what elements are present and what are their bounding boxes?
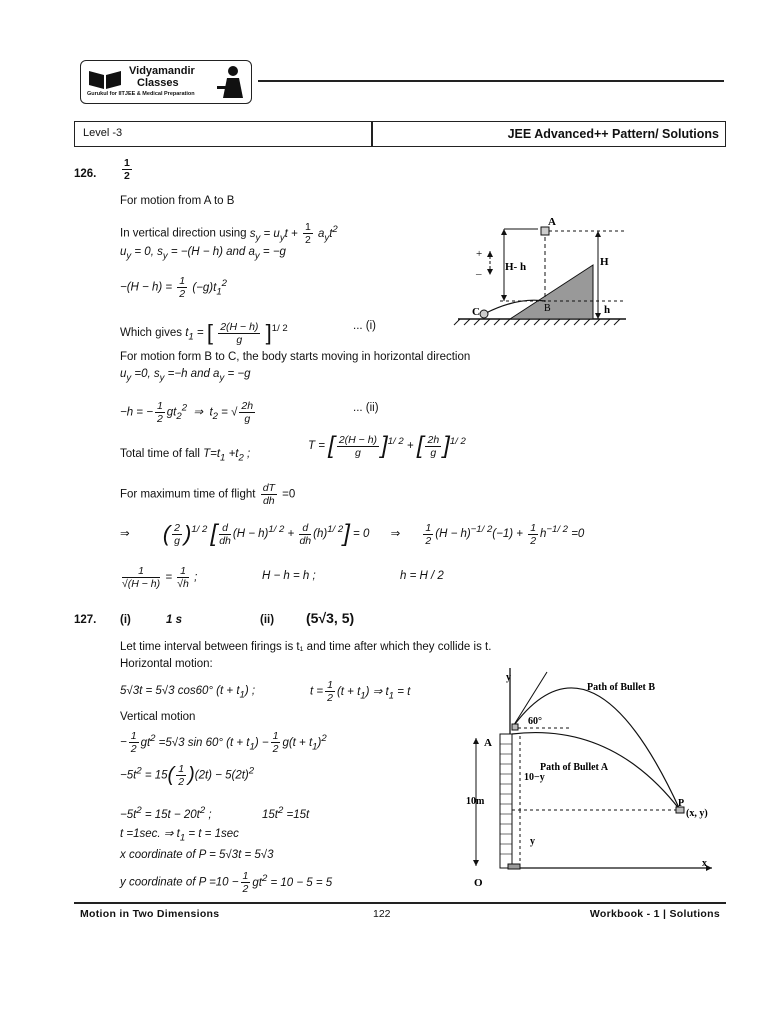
fig-label-C: C [472,306,480,318]
vert-eq1-tail: $g(t + t_1)^2$ [282,732,327,752]
fig-label-A2: A [484,737,492,749]
q127-y-coord: y coordinate of P =10 − $\frac{1}{2}$ $gt^2 = 10 - 5 = 5$ [120,870,333,895]
q127-figure [462,668,722,890]
q126-max-time: For maximum time of flight $\frac{dT}{dh}$ =0 [120,482,296,507]
q127-part-ii: (ii) [260,614,275,626]
svg-text:–: – [476,268,482,280]
q127-intro-2: Horizontal motion: [120,658,213,670]
q127-ans-i: 1 s [166,614,182,626]
q126-which-gives: Which gives $t_1$ = [ $\frac{2(H - h)}{g}$ ]$^{1/ 2}$ [120,320,288,346]
q127-vert-eq1: − $\frac{1}{2}$ $gt^2 =5√3$ sin 60° $(t + t_1)$ − $\frac{1}{2}$ $g(t + t_1)^2$ [120,730,327,755]
fig-label-B: B [544,303,551,314]
level-label: Level -3 [83,127,123,139]
eq1-left: −(H − h) = [120,281,173,294]
fig-label-10m: 10m [466,796,485,807]
fig-axis-y: y [506,672,511,683]
q126-final: $\frac{1}{√(H - h)}$ = $\frac{1}{√h}$ ; [122,565,198,590]
fig-label-A: A [548,216,556,228]
footer-left: Motion in Two Dimensions [80,908,220,920]
footer-rule [74,902,726,904]
page-title: JEE Advanced++ Pattern/ Solutions [507,127,719,141]
total-time-eq: $T=t_1 +t_2$ ; [203,448,251,464]
fig-label-O: O [474,877,483,889]
y-coord-a: y coordinate of P =10 − [120,876,239,889]
book-icon [87,67,123,91]
q127-horiz-eq2: t = $\frac{1}{2}$ $(t + t_1)$ ⇒ $t_1 = t$ [310,679,411,704]
header-divider [371,122,373,146]
q126-final-1: H − h = h ; [262,570,316,582]
q126-total-time [120,448,250,463]
answer-denominator: 2 [124,170,130,182]
footer-page: 122 [373,908,391,920]
logo-name-1: Vidyamandir [129,65,195,77]
q126-eq-1: −(H − h) = $\frac{1}{2}$ $(-g)t_1^2$ [120,275,227,300]
answer-numerator: 1 [124,157,130,169]
horiz-eq2-right: $(t + t_1)$ ⇒ $t_1 = t$ [336,685,411,701]
fig-label-xy: (x, y) [686,808,708,819]
q126-number: 126. [74,168,97,180]
header-bar [74,121,726,147]
q126-final-2: h = H / 2 [400,570,444,582]
fig-label-P: P [678,798,685,809]
q126-T-expr: T = [ $\frac{2(H - h)}{g}$ ]$^{1/ 2}$ + [ $\frac{2h}{g}$ ]$^{1/ 2}$ [308,432,466,459]
fig-axis-x: x [702,858,707,869]
q126-conditions-2: $u_y =0$, $s_y =-h$ and $a_y = -g$ [120,368,251,384]
q127-intro-1: Let time interval between firings is t₁ and time after which they collide is t. [120,641,492,653]
max-time-text: For maximum time of flight [120,488,256,501]
eq-ii-label: ... (ii) [353,402,379,414]
q126-intro: For motion from A to B [120,195,235,207]
q127-horiz-eq: 5√3t = 5√3 cos60° $(t + t_1)$ ; [120,685,256,701]
y-coord-b: $gt^2 = 10 - 5 = 5$ [252,872,333,889]
q127-x-coord: x coordinate of P = 5√3t = 5√3 [120,849,274,861]
which-gives-text: Which gives [120,327,182,340]
q127-vert-eq3: $-5t^2 = 15t - 20t^2$ ; [120,805,212,821]
q126-eq-2: −h = − $\frac{1}{2}$ $gt_2^2$ ⇒ $t_2$ = √ $\frac{2h}{g}$ [120,400,254,425]
vert-eq1-right: $gt^2 =5√3$ sin 60° $(t + t_1)$ − [140,732,269,752]
svg-text:+: + [476,248,483,260]
footer-right: Workbook - 1 | Solutions [589,908,720,920]
fig-label-path-a: Path of Bullet A [540,762,609,773]
student-icon [215,64,247,100]
q126-conditions-1: $u_y = 0$, $s_y = -(H - h)$ and $a_y = -g$ [120,246,286,262]
q127-vertical: Vertical motion [120,711,196,723]
max-time-eq: =0 [282,488,296,501]
header-rule [258,80,724,82]
q127-ans-ii: (5√3, 5) [306,610,355,626]
q127-part-i: (i) [120,614,131,626]
q127-vert-eq3b: $15t^2 =15t$ [262,805,310,821]
eq-sy-tail: $a_yt^2$ [317,223,338,243]
eq-sy: $s_y = u_yt$ + [249,227,298,243]
fig-label-h: h [604,304,611,316]
total-time-text: Total time of fall [120,448,200,460]
q127-number: 127. [74,614,97,626]
q127-vert-eq2: $-5t^2 = 15$( $\frac{1}{2}$ )$(2t) - 5(2t)^2$ [120,763,255,788]
fig-label-y: y [530,836,535,847]
q126-figure [448,215,648,327]
q126-motion-bc: For motion form B to C, the body starts moving in horizontal direction [120,351,471,363]
fig-label-angle: 60° [528,716,542,727]
q126-answer [122,157,132,182]
q126-vertical-line: In vertical direction using $s_y = u_yt$ + $\frac{1}{2}$ $a_yt^2$ [120,221,338,246]
q127-t-result: t =1sec. ⇒ $t_1 = t = 1\sec$ [120,828,239,844]
vertical-dir-text: In vertical direction using [120,227,247,240]
q126-derivative: ⇒ ( $\frac{2}{g}$ )$^{1/ 2}$ [ $\frac{d}{dh}$ $(H - h)^{1/ 2}$ + $\frac{d}{dh}$ $(h)^{1/ 2}] = 0$ ⇒ $\frac{1}{2}$ $(H - h)^{-1/ 2}(-1)$ + $\frac{1}{2}$ $h^{-1/ 2} =0$ [120,520,585,547]
fig-label-path-b: Path of Bullet B [587,682,656,693]
fig-label-H: H [600,256,609,268]
fig-label-10-y: 10−y [524,772,545,783]
logo-tagline: Gurukul for IITJEE & Medical Preparation [87,91,195,97]
eq1-right: $(-g)t_1^2$ [192,277,227,297]
logo-name-2: Classes [137,77,179,89]
eq-i-label: ... (i) [353,320,376,332]
fig-label-Hh: H- h [505,261,527,273]
logo [80,60,252,104]
